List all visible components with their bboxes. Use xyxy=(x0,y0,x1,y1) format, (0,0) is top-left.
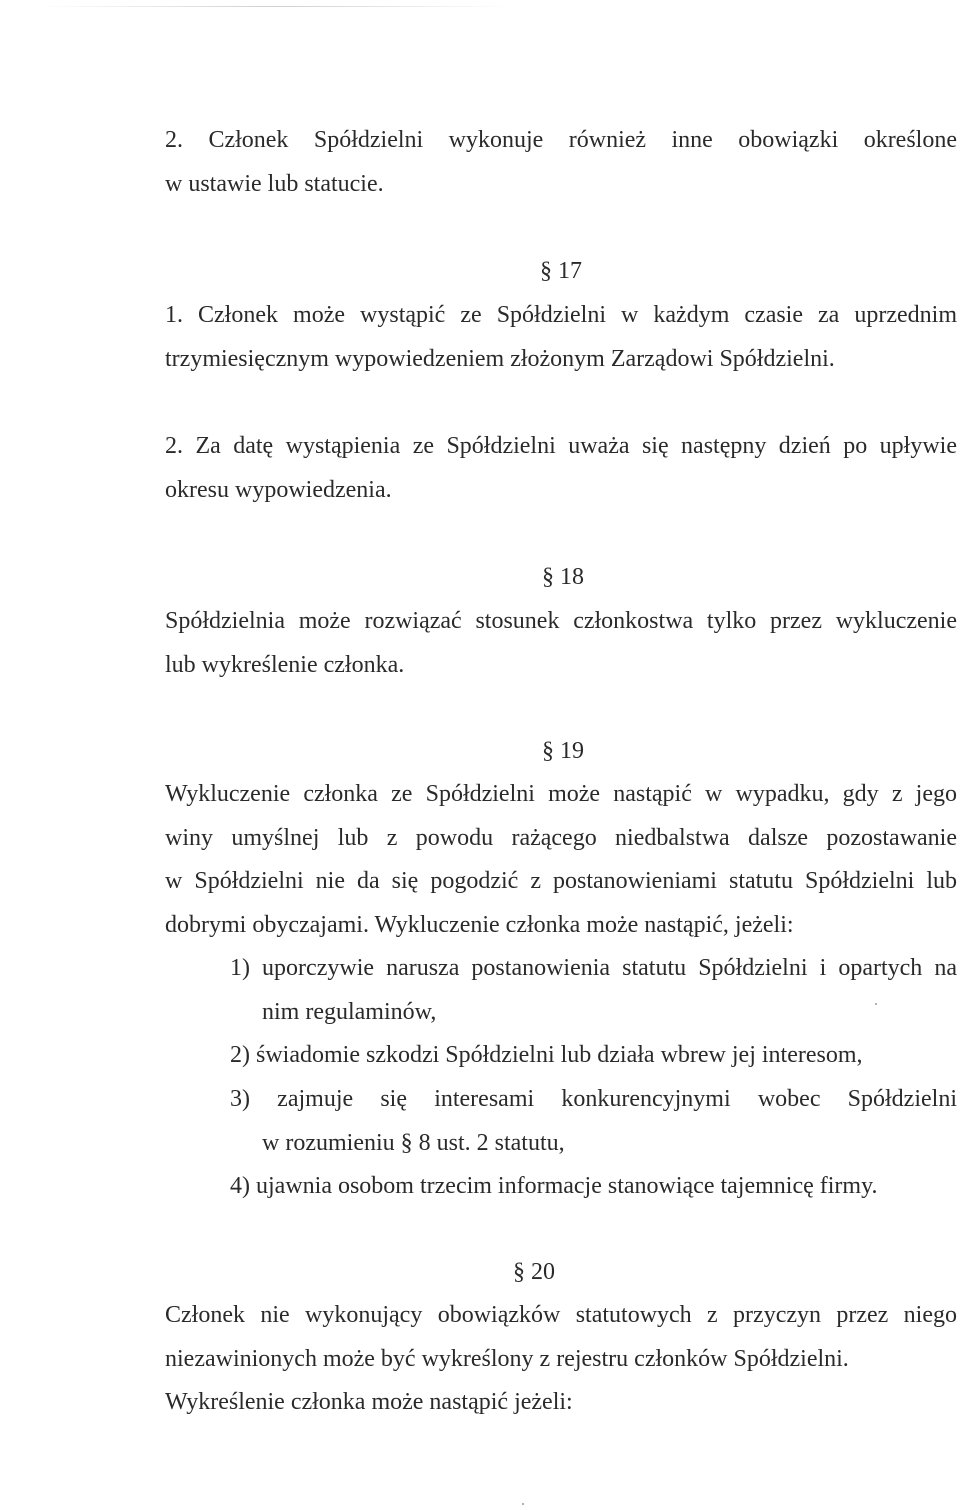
paragraph-19-line: winy umyślnej lub z powodu rażącego niedbalstwa dalsze pozostawanie xyxy=(165,825,957,851)
section-heading-19: § 19 xyxy=(542,738,584,764)
paragraph-19-line: Wykluczenie członka ze Spółdzielni może nastąpić w wypadku, gdy z jego xyxy=(165,781,957,807)
paragraph-16-2-line: w ustawie lub statucie. xyxy=(165,171,384,197)
list-item-4: 4) ujawnia osobom trzecim informacje stanowiące tajemnicę firmy. xyxy=(230,1173,878,1199)
section-heading-20: § 20 xyxy=(513,1259,555,1285)
paragraph-20-line: Członek nie wykonujący obowiązków statutowych z przyczyn przez niego xyxy=(165,1302,957,1328)
paragraph-17-1-line: 1. Członek może wystąpić ze Spółdzielni w każdym czasie za uprzednim xyxy=(165,302,957,328)
list-item-1-line: 1) uporczywie narusza postanowienia statutu Spółdzielni i opartych na xyxy=(230,955,957,981)
list-item-3-line: w rozumieniu § 8 ust. 2 statutu, xyxy=(262,1130,565,1156)
list-item-1-line: nim regulaminów, xyxy=(262,999,437,1025)
scan-speck xyxy=(522,1503,524,1505)
paragraph-18-line: Spółdzielnia może rozwiązać stosunek członkostwa tylko przez wykluczenie xyxy=(165,608,957,634)
section-heading-18: § 18 xyxy=(542,564,584,590)
scan-edge-line xyxy=(40,6,510,7)
paragraph-19-line: dobrymi obyczajami. Wykluczenie członka może nastąpić, jeżeli: xyxy=(165,912,794,938)
paragraph-17-2-line: okresu wypowiedzenia. xyxy=(165,477,392,503)
paragraph-17-2-line: 2. Za datę wystąpienia ze Spółdzielni uważa się następny dzień po upływie xyxy=(165,433,957,459)
paragraph-20-line: niezawinionych może być wykreślony z rejestru członków Spółdzielni. xyxy=(165,1346,849,1372)
paragraph-17-1-line: trzymiesięcznym wypowiedzeniem złożonym Zarządowi Spółdzielni. xyxy=(165,346,835,372)
paragraph-19-line: w Spółdzielni nie da się pogodzić z postanowieniami statutu Spółdzielni lub xyxy=(165,868,957,894)
paragraph-16-2-line: 2. Członek Spółdzielni wykonuje również inne obowiązki określone xyxy=(165,127,957,153)
scan-speck xyxy=(875,1003,877,1005)
list-item-2: 2) świadomie szkodzi Spółdzielni lub działa wbrew jej interesom, xyxy=(230,1042,863,1068)
paragraph-20-line: Wykreślenie członka może nastąpić jeżeli: xyxy=(165,1389,573,1415)
list-item-3-line: 3) zajmuje się interesami konkurencyjnymi wobec Spółdzielni xyxy=(230,1086,957,1112)
paragraph-18-line: lub wykreślenie członka. xyxy=(165,652,405,678)
section-heading-17: § 17 xyxy=(540,258,582,284)
